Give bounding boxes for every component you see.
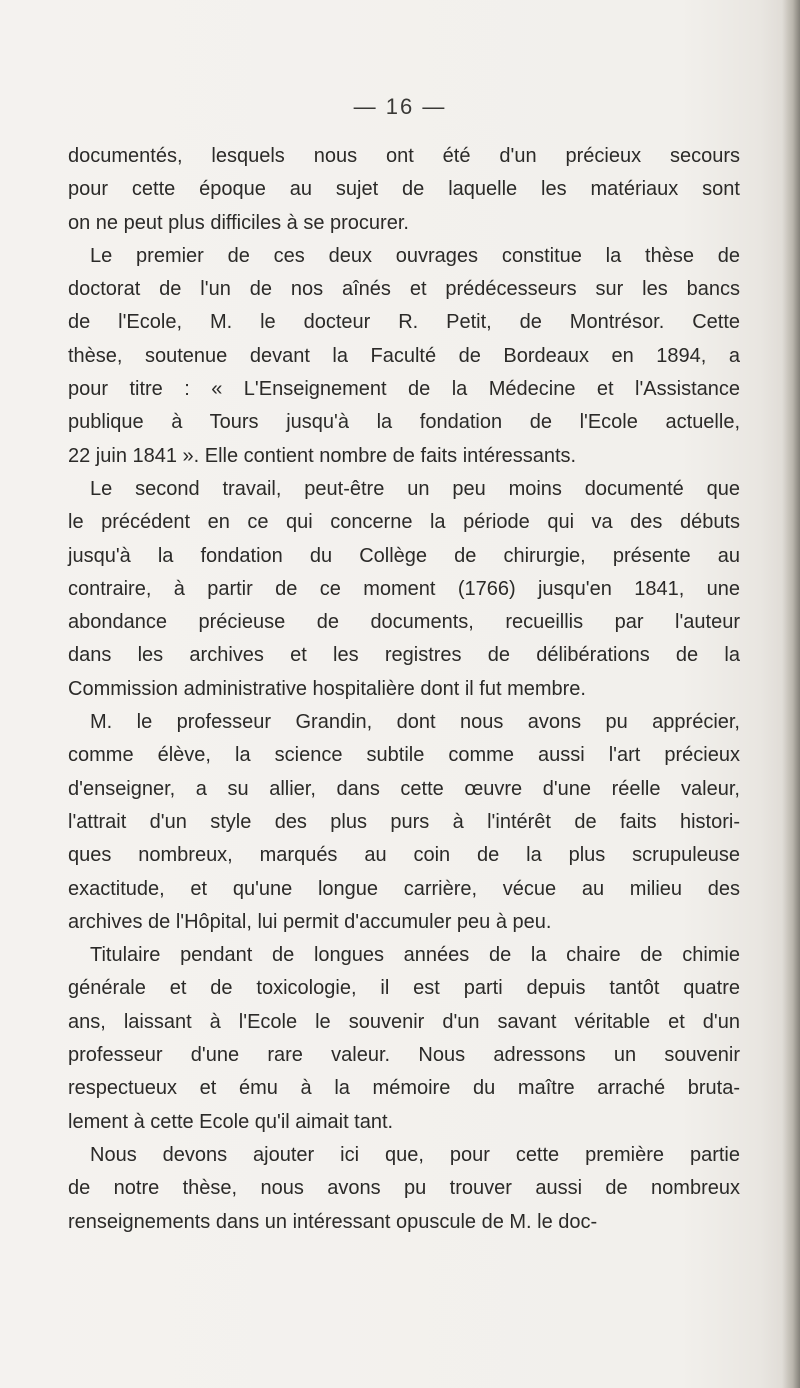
text-line: comme élève, la science subtile comme aussi l'art précieux	[68, 744, 740, 767]
text-line: respectueux et ému à la mémoire du maître arraché bruta-	[68, 1077, 740, 1100]
page-binding-edge	[782, 0, 800, 1388]
text-line: on ne peut plus difficiles à se procurer.	[68, 211, 409, 234]
text-line: jusqu'à la fondation du Collège de chirurgie, présente au	[68, 544, 740, 567]
text-line: renseignements dans un intéressant opuscule de M. le doc-	[68, 1210, 598, 1233]
text-line: Nous devons ajouter ici que, pour cette première partie	[90, 1143, 740, 1166]
text-line: doctorat de l'un de nos aînés et prédécesseurs sur les bancs	[68, 278, 740, 301]
text-line: le précédent en ce qui concerne la période qui va des débuts	[68, 511, 740, 534]
text-line: contraire, à partir de ce moment (1766) jusqu'en 1841, une	[68, 577, 740, 600]
text-line: exactitude, et qu'une longue carrière, vécue au milieu des	[68, 877, 740, 900]
text-line: thèse, soutenue devant la Faculté de Bordeaux en 1894, a	[68, 344, 740, 367]
text-line: Le second travail, peut-être un peu moins documenté que	[90, 477, 740, 500]
text-line: ques nombreux, marqués au coin de la plus scrupuleuse	[68, 844, 740, 867]
text-line: 22 juin 1841 ». Elle contient nombre de faits intéressants.	[68, 444, 577, 467]
text-line: Commission administrative hospitalière dont il fut membre.	[68, 677, 586, 700]
text-line: de notre thèse, nous avons pu trouver aussi de nombreux	[68, 1177, 740, 1200]
text-line: abondance précieuse de documents, recueillis par l'auteur	[68, 611, 740, 634]
text-line: d'enseigner, a su allier, dans cette œuvre d'une réelle valeur,	[68, 777, 740, 800]
text-line: archives de l'Hôpital, lui permit d'accumuler peu à peu.	[68, 910, 552, 933]
text-line: dans les archives et les registres de délibérations de la	[68, 644, 740, 667]
text-line: Titulaire pendant de longues années de la chaire de chimie	[90, 944, 740, 967]
text-line: générale et de toxicologie, il est parti depuis tantôt quatre	[68, 977, 740, 1000]
text-line: professeur d'une rare valeur. Nous adressons un souvenir	[68, 1044, 740, 1067]
text-line: M. le professeur Grandin, dont nous avons pu apprécier,	[90, 711, 740, 734]
text-line: documentés, lesquels nous ont été d'un précieux secours	[68, 145, 740, 167]
text-line: ans, laissant à l'Ecole le souvenir d'un savant véritable et d'un	[68, 1010, 740, 1033]
text-line: pour cette époque au sujet de laquelle les matériaux sont	[68, 178, 740, 201]
text-line: l'attrait d'un style des plus purs à l'intérêt de faits histori-	[68, 810, 740, 833]
text-line: pour titre : « L'Enseignement de la Médecine et l'Assistance	[68, 378, 740, 401]
text-line: publique à Tours jusqu'à la fondation de l'Ecole actuelle,	[68, 411, 740, 434]
page-number-header: — 16 —	[353, 94, 447, 119]
body-text	[68, 140, 740, 1239]
text-line: Le premier de ces deux ouvrages constitue la thèse de	[90, 244, 740, 267]
text-line: lement à cette Ecole qu'il aimait tant.	[68, 1110, 394, 1133]
text-line: de l'Ecole, M. le docteur R. Petit, de Montrésor. Cette	[68, 311, 740, 334]
